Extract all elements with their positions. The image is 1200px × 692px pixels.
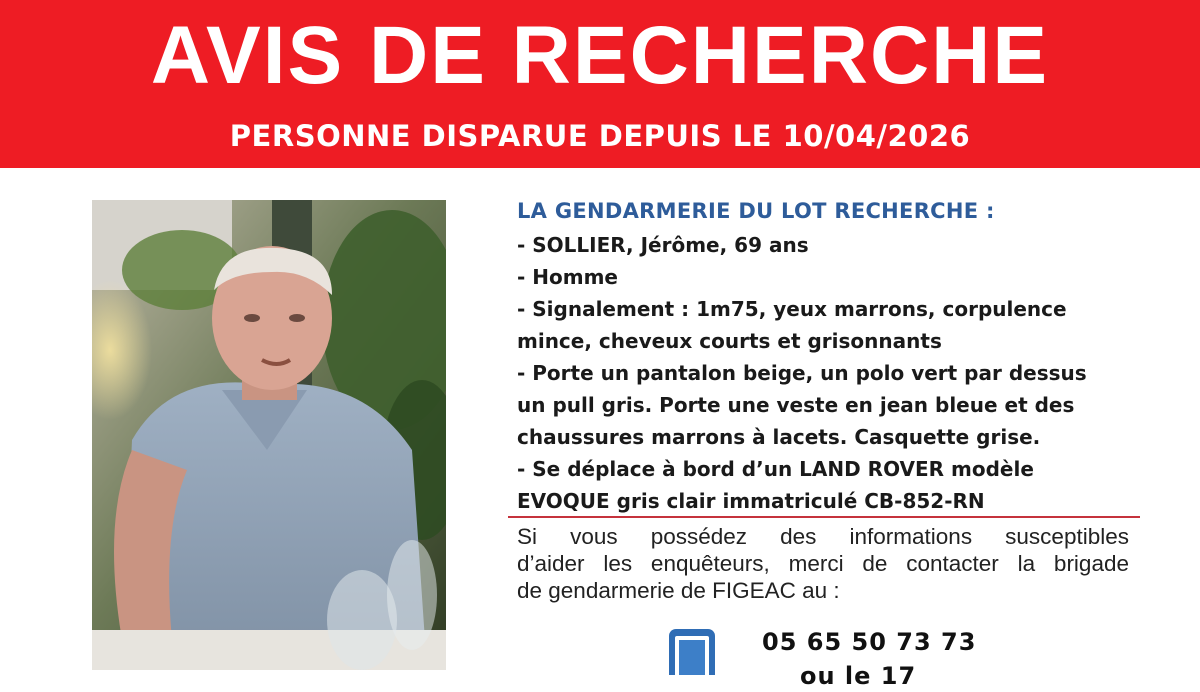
contact-paragraph <box>517 523 1129 604</box>
person-details <box>517 229 1157 517</box>
contact-line: Si vous possédez des informations susceptibles <box>517 524 1129 549</box>
detail-line: - Homme <box>517 265 618 289</box>
detail-line: chaussures marrons à lacets. Casquette grise. <box>517 425 1041 449</box>
detail-line: - Porte un pantalon beige, un polo vert par dessus <box>517 361 1087 385</box>
contact-line: d’aider les enquêteurs, merci de contacter la brigade <box>517 551 1129 576</box>
header-banner <box>0 0 1200 168</box>
poster-title: AVIS DE RECHERCHE <box>150 10 1050 101</box>
detail-line: - Se déplace à bord d’un LAND ROVER modèle <box>517 457 1034 481</box>
detail-line: mince, cheveux courts et grisonnants <box>517 329 942 353</box>
detail-line: EVOQUE gris clair immatriculé CB-852-RN <box>517 489 985 513</box>
contact-line: de gendarmerie de FIGEAC au : <box>517 578 840 603</box>
divider-line <box>508 516 1140 518</box>
detail-line: - Signalement : 1m75, yeux marrons, corpulence <box>517 297 1067 321</box>
notice-heading: LA GENDARMERIE DU LOT RECHERCHE : <box>517 199 995 223</box>
missing-person-photo <box>92 200 446 670</box>
detail-line: un pull gris. Porte une veste en jean bleue et des <box>517 393 1075 417</box>
mobile-phone-icon <box>667 627 717 675</box>
portrait-photo <box>92 200 446 670</box>
alternative-number[interactable]: ou le 17 <box>800 662 917 690</box>
poster-subtitle: PERSONNE DISPARUE DEPUIS LE 10/04/2026 <box>229 119 971 153</box>
phone-number[interactable]: 05 65 50 73 73 <box>762 628 977 656</box>
detail-line: - SOLLIER, Jérôme, 69 ans <box>517 233 809 257</box>
